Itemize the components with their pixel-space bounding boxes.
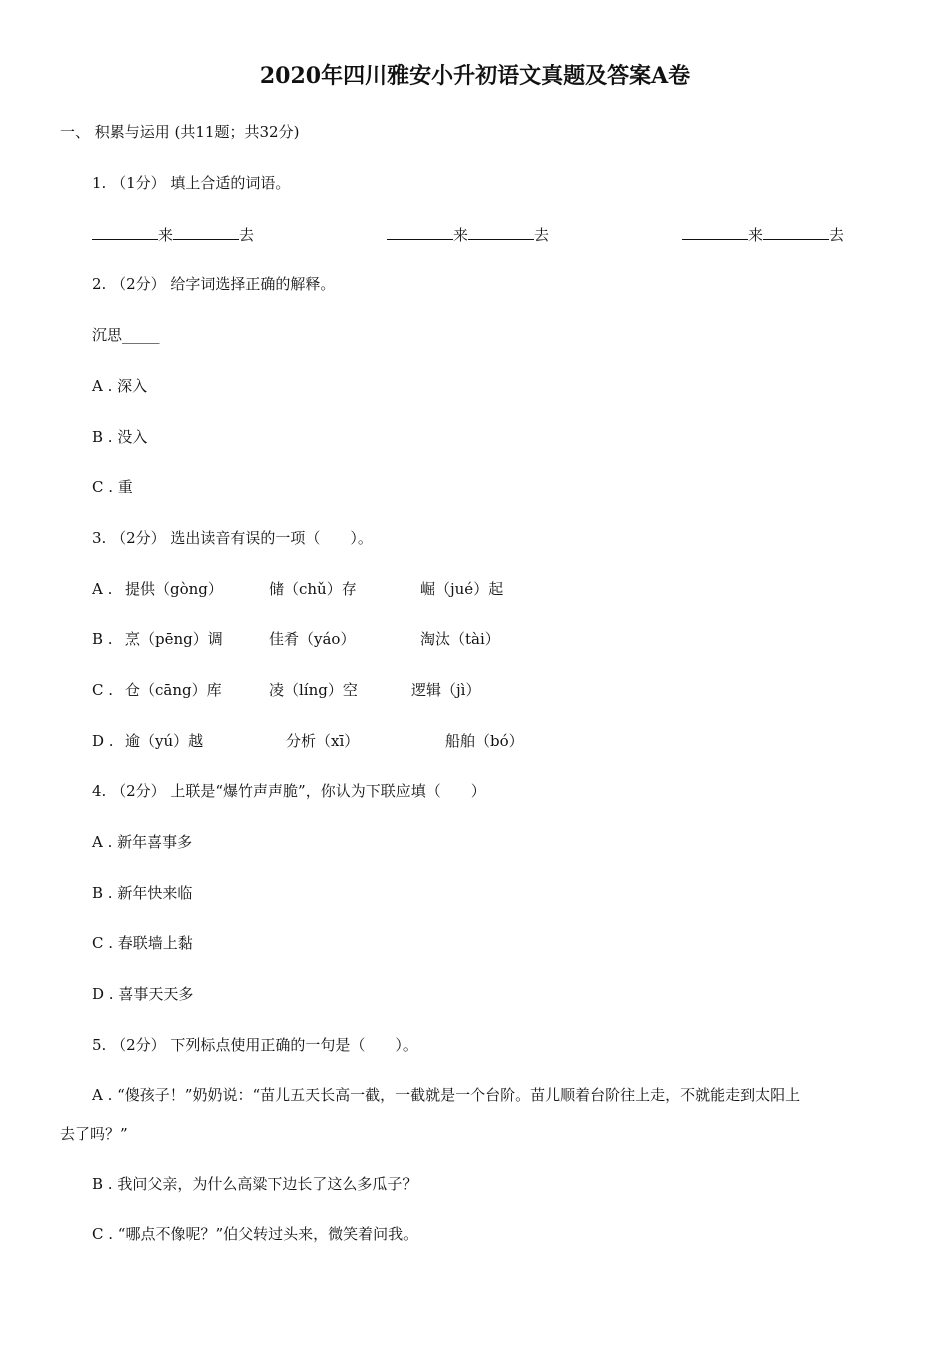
fill-blank[interactable] [682,224,748,240]
question-2-prompt: 沉思_____ [92,326,160,344]
option-item: 崛（jué）起 [420,580,504,598]
question-1-blank-group-2 [387,224,549,245]
question-5-stem: 5. （2分） 下列标点使用正确的一句是（ ）。 [92,1036,418,1054]
question-4-stem: 4. （2分） 上联是“爆竹声声脆”，你认为下联应填（ ） [92,782,486,800]
option-item: 凌（líng）空 [269,681,358,699]
option-label: A . [92,580,113,598]
question-3-stem: 3. （2分） 选出读音有误的一项（ ）。 [92,529,373,547]
blank-word-qu: 去 [829,226,845,244]
question-2-stem: 2. （2分） 给字词选择正确的解释。 [92,275,336,293]
question-4-option-d[interactable]: D . 喜事天天多 [92,985,194,1003]
question-2-option-b[interactable]: B . 没入 [92,428,148,446]
fill-blank[interactable] [173,224,239,240]
option-item: 船舶（bó） [445,732,524,750]
fill-blank[interactable] [763,224,829,240]
question-4-option-a[interactable]: A . 新年喜事多 [92,833,193,851]
option-item: 佳肴（yáo） [269,630,356,648]
blank-word-lai: 来 [748,226,764,244]
option-item: 逻辑（jì） [411,681,481,699]
option-item: 淘汰（tài） [420,630,500,648]
option-label: D . [92,732,114,750]
question-4-option-c[interactable]: C . 春联墙上黏 [92,934,193,952]
option-item: 储（chǔ）存 [269,580,357,598]
question-5-option-b[interactable]: B . 我问父亲，为什么高粱下边长了这么多瓜子？ [92,1175,418,1193]
fill-blank[interactable] [468,224,534,240]
option-item: 烹（pēng）调 [125,630,223,648]
question-5-option-c[interactable]: C . “哪点不像呢？”伯父转过头来，微笑着问我。 [92,1225,419,1243]
blank-word-lai: 来 [453,226,469,244]
question-4-option-b[interactable]: B . 新年快来临 [92,884,193,902]
section-heading: 一、 积累与运用 (共11题；共32分) [60,123,300,141]
question-1-stem: 1. （1分） 填上合适的词语。 [92,174,291,192]
option-a-line-2: 去了吗？” [60,1125,128,1143]
option-a-line-1: A . “傻孩子！”奶奶说：“苗儿五天长高一截，一截就是一个台阶。苗儿顺着台阶往上走，不就能走到太阳上 [92,1086,801,1104]
fill-blank[interactable] [387,224,453,240]
question-1-blank-group-3 [682,224,844,245]
fill-blank[interactable] [92,224,158,240]
question-1-blank-group-1 [92,224,254,245]
blank-word-qu: 去 [239,226,255,244]
blank-word-lai: 来 [158,226,174,244]
question-2-option-a[interactable]: A . 深入 [92,377,148,395]
option-item: 逾（yú）越 [125,732,204,750]
option-item: 提供（gòng） [125,580,223,598]
option-item: 仓（cāng）库 [125,681,222,699]
option-label: B . [92,630,113,648]
question-2-option-c[interactable]: C . 重 [92,478,133,496]
document-title: 2020年四川雅安小升初语文真题及答案A卷 [259,63,691,89]
option-label: C . [92,681,114,699]
blank-word-qu: 去 [534,226,550,244]
option-item: 分析（xī） [286,732,360,750]
